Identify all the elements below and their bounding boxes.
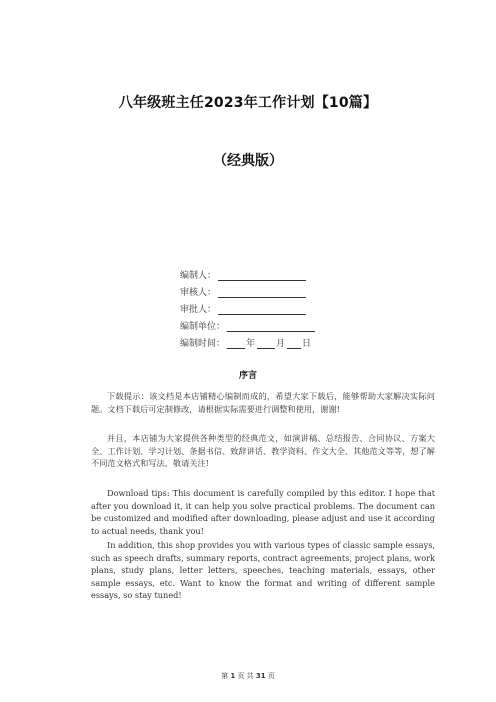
month-char: 月 [276,339,286,349]
preface-paragraph-en-2: In addition, this shop provides you with various types of classic sample essays, such as speech drafts, summary reports, contract agreements, project plans, work plans, study plans, letter letters, speeches, teaching materials, essays, other sample essays, etc. Want to know the format and writing of different sample essays, so stay tuned! [91,540,435,601]
reviewer-label: 审核人： [180,288,217,298]
footer-page-number: 1 [230,672,236,680]
preface-title: 序言 [238,371,257,381]
editor-blank-line [218,271,306,281]
document-title: 八年级班主任2023年工作计划【10篇】 [118,95,378,111]
time-label: 编制时间： [180,339,226,349]
time-row [180,332,315,349]
preface-paragraph-en-1: Download tips: This document is carefully compiled by this editor. I hope that after you download it, it can help you solve practical problems. The document can be customized and modified after downloading, please adjust and use it according to actual needs, thank you! [91,488,435,536]
year-blank-line [227,339,245,349]
approver-label: 审批人： [180,305,217,315]
unit-label: 编制单位： [180,322,226,332]
day-char: 日 [302,339,312,349]
month-blank-line [257,339,275,349]
meta-block [180,264,315,349]
preface-paragraph-zh-1: 下载提示：该文档是本店铺精心编制而成的，希望大家下载后，能够帮助大家解决实际问题。文档下载后可定制修改，请根据实际需要进行调整和使用，谢谢! [91,391,435,414]
editor-row [180,264,315,281]
year-char: 年 [246,339,256,349]
editor-label: 编制人： [180,271,217,281]
unit-blank-line [227,322,315,332]
day-blank-line [287,339,301,349]
footer-prefix: 第 [221,672,231,680]
reviewer-blank-line [218,288,306,298]
footer-total-pages: 31 [255,672,266,680]
approver-row [180,298,315,315]
footer-suffix: 页 [265,672,275,680]
reviewer-row [180,281,315,298]
document-subtitle: （经典版） [213,153,283,169]
preface-paragraph-zh-2: 并且，本店铺为大家提供各种类型的经典范文，如演讲稿、总结报告、合同协议、方案大全、工作计划、学习计划、条据书信、致辞讲话、教学资料、作文大全、其他范文等等，想了解不同范文格式和写法，敬请关注! [91,433,435,469]
page-footer [0,671,496,681]
approver-blank-line [218,305,306,315]
unit-row [180,315,315,332]
footer-middle: 页 共 [235,672,256,680]
